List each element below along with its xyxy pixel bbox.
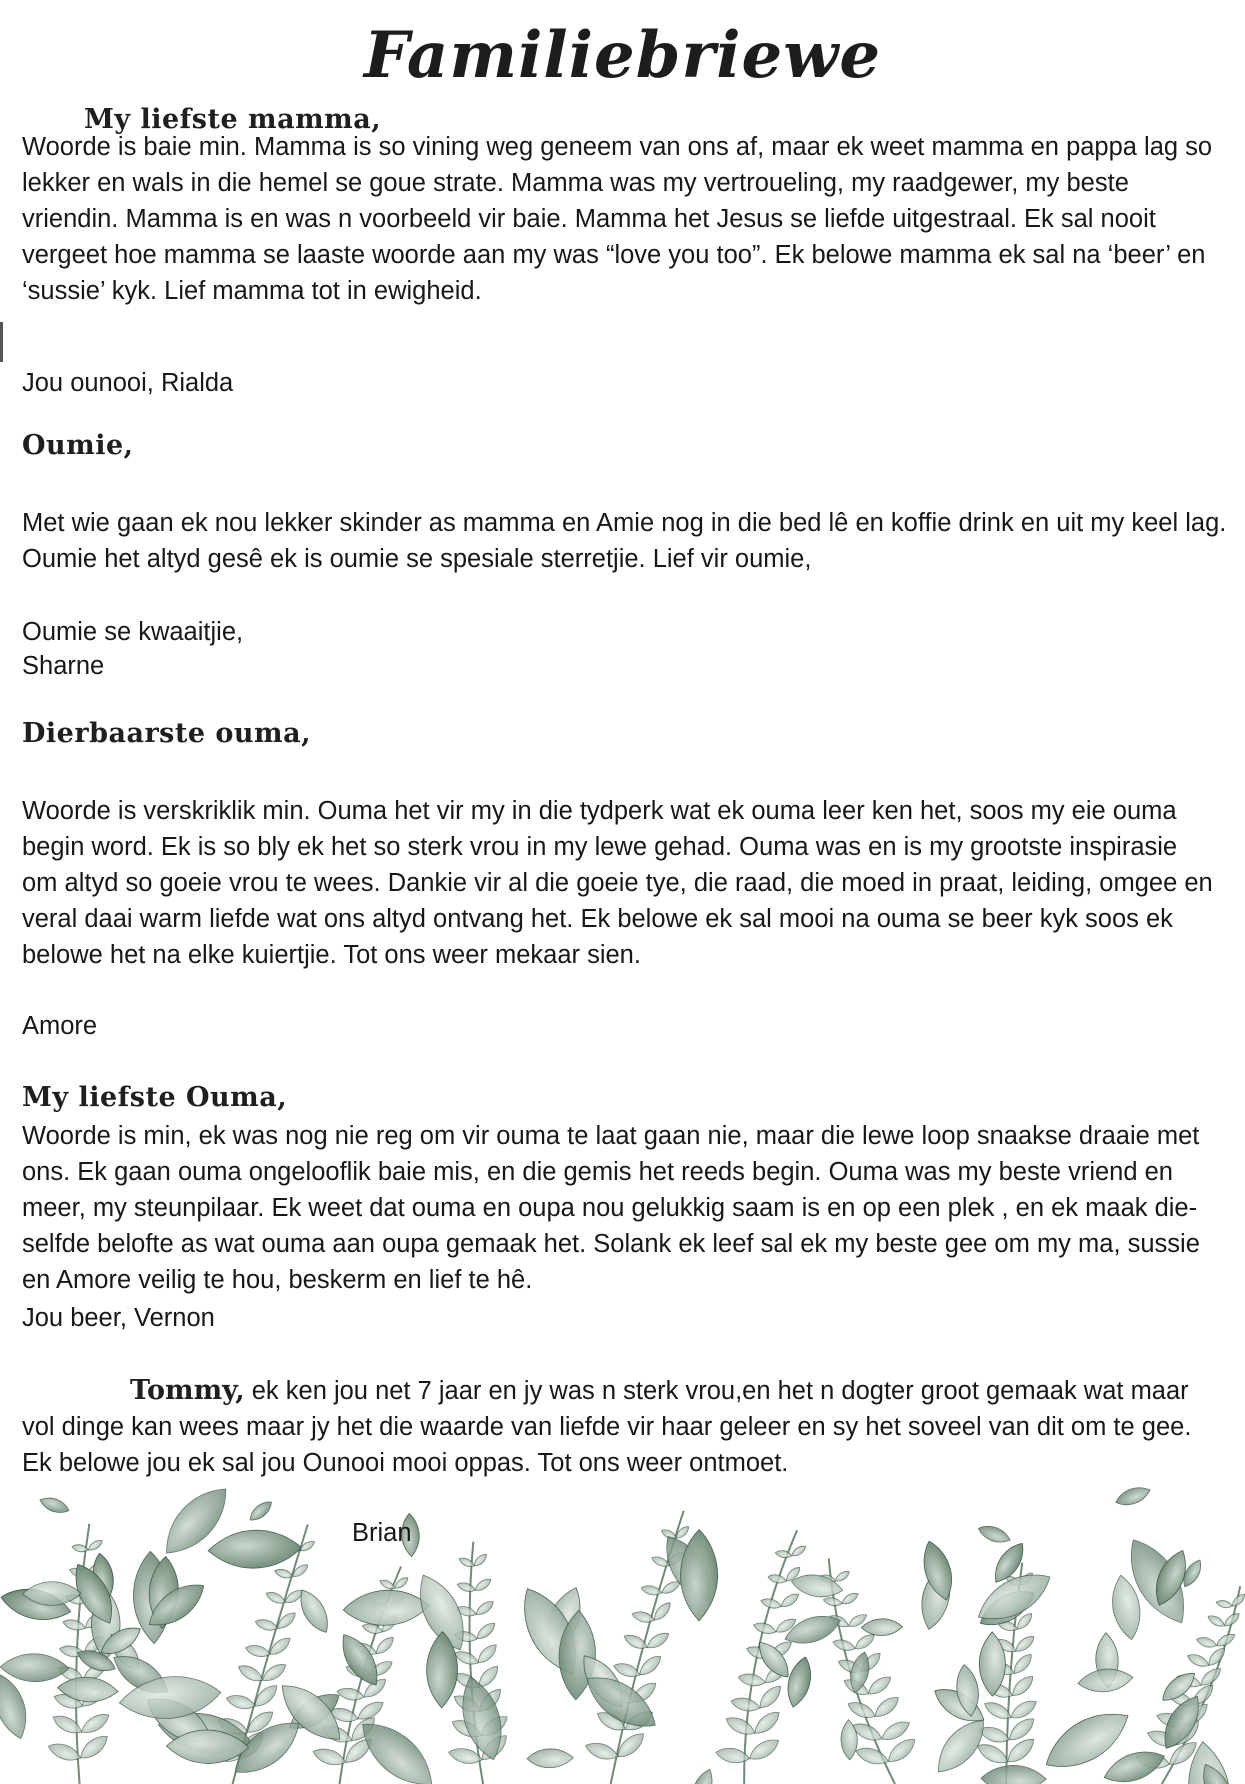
- leaf-shape: [474, 1598, 496, 1617]
- leaf-shape: [861, 1618, 902, 1635]
- letter-4-body: [22, 1118, 1242, 1298]
- leaf-shape: [767, 1573, 787, 1585]
- letter-4-line: en Amore veilig te hou, beskerm en lief te hê.: [22, 1266, 533, 1294]
- leaf-shape: [1008, 1697, 1040, 1723]
- letter-3-line: om altyd so goeie vrou te wees. Dankie vir al die goeie tye, die raad, die moed in praat, leiding, omgee en: [22, 869, 1213, 897]
- letter-3-line: begin word. Ek is so bly ek het so sterk vrou in my lewe gehad. Ouma was en is my grootste inspirasie: [22, 833, 1178, 861]
- letter-2-signature: Sharne: [22, 652, 105, 680]
- letter-1-body: [22, 129, 1242, 309]
- leaf-shape: [50, 1711, 84, 1737]
- scan-edge-mark: [0, 322, 3, 362]
- leaf-shape: [644, 1629, 671, 1651]
- leaf-shape: [583, 1739, 620, 1763]
- leaf-shape: [456, 1581, 476, 1594]
- letter-1-line: Woorde is baie min. Mamma is so vining weg geneem van ons af, maar ek weet mamma en pappa lag so: [22, 133, 1213, 161]
- letter-5-signature: Brian: [352, 1519, 412, 1547]
- page-title: Familiebriewe: [363, 18, 882, 93]
- leaf-shape: [336, 1686, 365, 1703]
- leaf-shape: [208, 1529, 303, 1570]
- letter-3-signature: Amore: [22, 1012, 98, 1040]
- leaf-shape: [840, 1590, 860, 1606]
- letter-1-line: vergeet hoe mamma se laaste woorde aan my was “love you too”. Ek belowe mamma ek sal na ‘beer’ en: [22, 241, 1206, 269]
- letter-2-signature: Oumie se kwaaitjie,: [22, 618, 244, 646]
- leaf-shape: [790, 1544, 808, 1559]
- letter-1-signature: Jou ounooi, Rialda: [22, 369, 234, 397]
- leaf-shape: [1100, 1744, 1169, 1784]
- letter-4-line: ons. Ek gaan ouma ongelooflik baie mis, en die gemis het reeds begin. Ouma was my beste vriend en: [22, 1158, 1173, 1186]
- leaf-shape: [1113, 1483, 1152, 1509]
- leaf-shape: [865, 1673, 894, 1699]
- leaf-shape: [1186, 1651, 1211, 1669]
- leaf-shape: [783, 1654, 816, 1709]
- letter-4-line: selfde belofte as wat ouma aan oupa gemaak het. Solank ek leef sal ek my beste gee om my ma, sussie: [22, 1230, 1200, 1258]
- letter-2-line: Oumie het altyd gesê ek is oumie se spesiale sterretjie. Lief vir oumie,: [22, 545, 812, 573]
- leaf-shape: [1077, 1666, 1134, 1694]
- letter-3-line: belowe het na elke kuiertjie. Tot ons weer mekaar sien.: [22, 941, 641, 969]
- leaf-shape: [687, 1766, 717, 1784]
- leaf-shape: [976, 1522, 1012, 1546]
- leaf-shape: [834, 1569, 852, 1584]
- letter-5-body: [22, 1373, 1242, 1481]
- letter-2-body: [22, 505, 1242, 577]
- letter-4-line: meer, my steunpilaar. Ek weet dat ouma en oupa nou gelukkig saam is en op een plek , en ek maak die-: [22, 1194, 1198, 1222]
- leaf-shape: [751, 1707, 784, 1738]
- leaf-foliage-border: [0, 1470, 1245, 1784]
- leaf-shape: [779, 1591, 801, 1610]
- leaf-shape: [62, 1617, 87, 1632]
- letter-4-line: Woorde is min, ek was nog nie reg om vir ouma te laat gaan nie, maar die lewe loop snaakse draaie met: [22, 1122, 1200, 1150]
- leaf-shape: [737, 1672, 766, 1688]
- letter-3-line: veral daai warm liefde wat ons altyd ontvang het. Ek belowe ek sal mooi na ouma se beer kyk soos ek: [22, 905, 1173, 933]
- letter-5-line: vol dinge kan wees maar jy het die waarde van liefde vir haar geleer en sy het soveel van dit om te gee.: [22, 1413, 1192, 1441]
- leaf-shape: [527, 1748, 574, 1768]
- leaf-shape: [1195, 1635, 1218, 1649]
- letter-4-heading: My liefste Ouma,: [22, 1082, 288, 1113]
- leaf-shape: [1206, 1613, 1226, 1629]
- leaf-shape: [474, 1620, 498, 1642]
- letter-2-heading: Oumie,: [22, 430, 134, 461]
- leaf-shape: [78, 1710, 112, 1738]
- letter-5-heading: Tommy,: [130, 1375, 245, 1406]
- leaf-shape: [246, 1498, 275, 1525]
- leaf-shape: [0, 1671, 34, 1743]
- leaf-shape: [342, 1588, 430, 1627]
- letter-1-line: lekker en wals in die hemel se goue strate. Mamma was my vertroueling, my raadgewer, my beste: [22, 169, 1129, 197]
- letter-1-line: ‘sussie’ kyk. Lief mamma tot in ewigheid.: [22, 277, 482, 305]
- letter-5-first-line: [22, 1373, 1242, 1409]
- leaf-shape: [871, 1693, 902, 1721]
- leaf-shape: [0, 1653, 69, 1682]
- leaf-shape: [1013, 1633, 1037, 1655]
- leaf-shape: [823, 1596, 843, 1607]
- letter-3-body: [22, 793, 1242, 973]
- leaf-shape: [981, 1765, 1046, 1784]
- letter-5-line: Ek belowe jou ek sal jou Ounooi mooi oppas. Tot ons weer ontmoet.: [22, 1449, 789, 1477]
- letter-3-line: Woorde is verskriklik min. Ouma het vir my in die tydperk wat ek ouma leer ken het, soos my eie ouma: [22, 797, 1177, 825]
- leaf-shape: [680, 1530, 717, 1621]
- leaf-shape: [723, 1713, 757, 1739]
- letter-1-heading: My liefste mamma,: [84, 104, 382, 135]
- letter-5-first-line-text: ek ken jou net 7 jaar en jy was n sterk vrou,en het n dogter groot gemaak wat maar: [244, 1377, 1189, 1405]
- letter-1-line: vriendin. Mamma is en was n voorbeeld vir baie. Mamma het Jesus se liefde uitgestraal. Ek sal nooit: [22, 205, 1156, 233]
- letter-2-line: Met wie gaan ek nou lekker skinder as mamma en Amie nog in die bed lê en koffie drink en uit my keel lag.: [22, 509, 1227, 537]
- leaf-shape: [1215, 1599, 1233, 1609]
- letter-4-signature: Jou beer, Vernon: [22, 1304, 215, 1332]
- leaf-shape: [86, 1538, 104, 1553]
- leaf-shape: [38, 1494, 71, 1516]
- leaf-shape: [730, 1695, 762, 1713]
- leaf-shape: [845, 1698, 877, 1722]
- leaf-shape: [473, 1576, 493, 1593]
- letter-3-heading: Dierbaarste ouma,: [22, 718, 312, 749]
- leaf-shape: [76, 1731, 111, 1763]
- leaf-shape: [746, 1735, 782, 1765]
